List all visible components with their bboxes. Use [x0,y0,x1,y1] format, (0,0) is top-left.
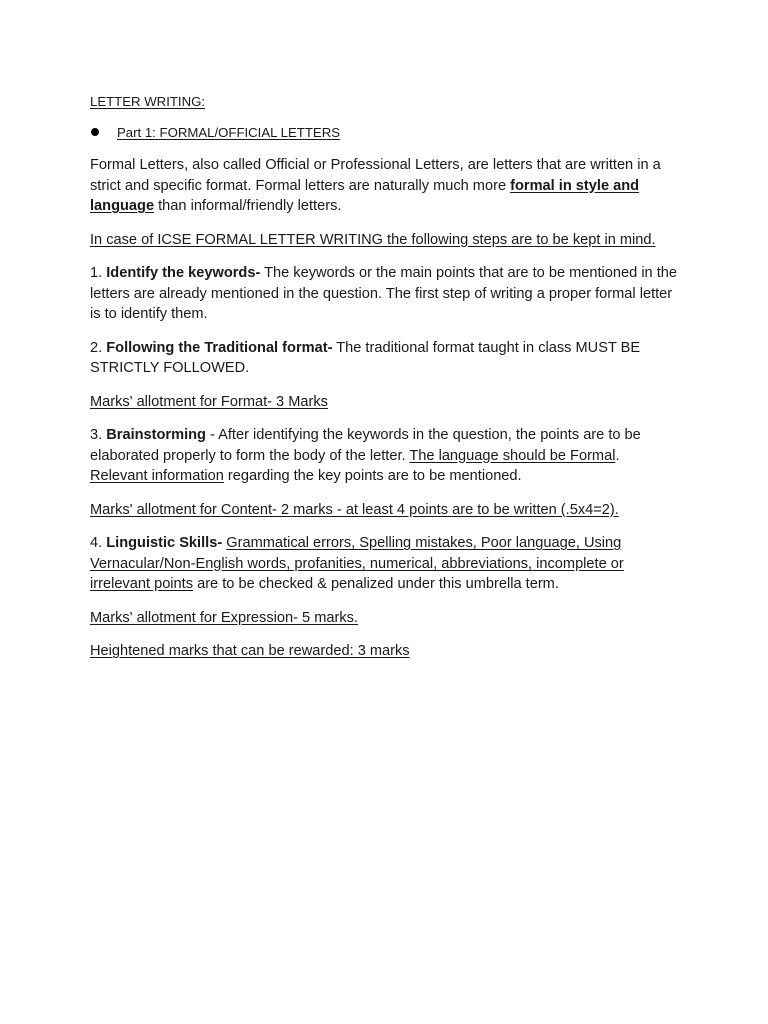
step-3-text-1: - After identifying the keywords in the question, the points are to be elaborated properly to form the body of the letter. [90,427,641,464]
step-3-underline-1: The language should be Formal [409,447,616,464]
step-4-number: 4. [90,535,107,551]
bullet-dot-icon [91,128,99,136]
step-3-text-2: . [615,447,620,464]
step-2-paragraph [90,338,680,379]
step-1-paragraph [90,263,680,325]
step-3-paragraph [90,425,680,487]
intro-text-1: Formal Letters, also called Official or Professional Letters, are letters that are written in a strict and specific format. Formal letters are naturally much more [90,157,661,194]
step-3-number: 3. [90,427,107,443]
step-2-title: Following the Traditional format- [106,339,333,356]
part1-label: Part 1: FORMAL/OFFICIAL LETTERS [117,124,341,140]
step-4-underline: Grammatical errors, Spelling mistakes, Poor language, Using Vernacular/Non-English words, profanities, numerical, abbreviations, incomplete or irrelevant points [90,535,624,592]
intro-text-2: than informal/friendly letters. [154,198,342,214]
step-1-text: The keywords or the main points that are to be mentioned in the letters are already mentioned in the question. The first step of writing a proper formal letter is to identify them. [90,265,678,322]
step-2-number: 2. [90,339,107,356]
heightened-marks: Heightened marks that can be rewarded: 3 marks [90,643,410,659]
intro-emphasis: formal in style and language [90,177,640,214]
section-heading: LETTER WRITING: [90,94,206,109]
step-4-paragraph [90,533,680,595]
marks-expression: Marks' allotment for Expression- 5 marks. [90,609,358,626]
step-4-text-2: are to be checked & penalized under this umbrella term. [193,576,559,592]
bullet-item-part1 [90,123,680,144]
marks-content: Marks' allotment for Content- 2 marks - at least 4 points are to be written (.5x4=2). [90,501,619,518]
document-body [90,92,680,675]
step-3-underline-2: Relevant information [90,468,224,484]
marks-format: Marks' allotment for Format- 3 Marks [90,393,328,410]
intro-paragraph [90,155,680,217]
step-3-text-3: regarding the key points are to be mentioned. [223,468,522,484]
step-4-title: Linguistic Skills- [106,535,223,551]
step-3-title: Brainstorming [106,427,206,443]
step-1-number: 1. [90,265,107,281]
icse-note: In case of ICSE FORMAL LETTER WRITING the following steps are to be kept in mind. [90,231,656,248]
step-2-text: The traditional format taught in class MUST BE STRICTLY FOLLOWED. [90,339,641,376]
step-1-title: Identify the keywords- [106,265,261,281]
